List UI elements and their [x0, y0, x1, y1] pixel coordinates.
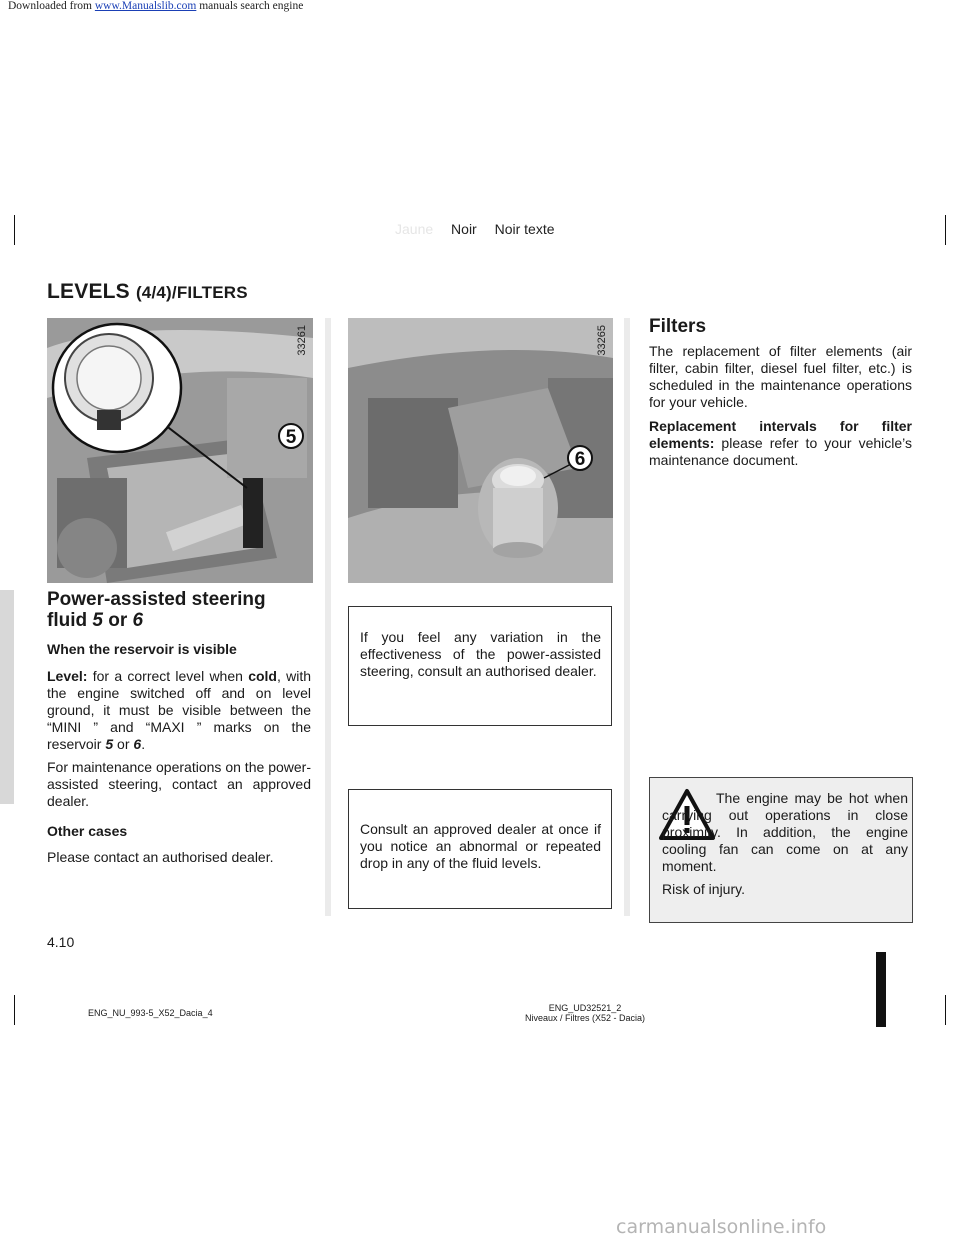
crop-mark — [14, 215, 15, 245]
page-heading: LEVELS (4/4)/FILTERS — [47, 280, 248, 303]
filters-intervals: Replacement intervals for filter elements: please refer to your vehicle’s maintenance document. — [649, 418, 913, 468]
engine-photo-left — [47, 318, 313, 583]
footer-right: ENG_UD32521_2 Niveaux / Filtres (X52 - Dacia) — [524, 1003, 646, 1023]
column-separator — [325, 318, 331, 916]
page-number: 4.10 — [47, 934, 75, 950]
warning-risk: Risk of injury. — [662, 881, 745, 897]
engine-photo-right — [348, 318, 613, 583]
edge-marker — [876, 952, 886, 1027]
crop-mark — [14, 995, 15, 1025]
crop-mark — [945, 215, 946, 245]
note-box-fluid — [348, 789, 612, 909]
note-text: If you feel any variation in the effectiveness of the power-assisted steering, consult an authorised dealer. — [360, 629, 601, 679]
photo-ref-number: 33265 — [596, 325, 608, 356]
other-cases-heading: Other cases — [47, 823, 128, 839]
filters-paragraph: The replacement of filter elements (air filter, cabin filter, diesel fuel filter, etc.) is scheduled in the maintenance operations for your vehicle. — [649, 343, 912, 410]
color-tag: Noir — [451, 221, 477, 237]
warning-text: The engine may be hot when carrying out operations in close proximity. In addition, the engine cooling fan can come on at any moment. — [662, 790, 908, 874]
color-separation-tags — [395, 221, 569, 237]
footer-left: ENG_NU_993-5_X52_Dacia_4 — [88, 1008, 213, 1018]
manualslib-link[interactable]: www.Manualslib.com — [94, 0, 197, 12]
photo-ref-number: 33261 — [296, 325, 308, 356]
filters-title: Filters — [649, 316, 707, 337]
watermark: carmanualsonline.info — [616, 1216, 827, 1238]
color-tag: Jaune — [395, 221, 434, 237]
steering-title: Power-assisted steering fluid 5 or 6 — [47, 589, 266, 631]
color-tag: Noir texte — [494, 221, 555, 237]
callout-6: 6 — [574, 449, 586, 470]
warning-box — [649, 777, 913, 923]
level-paragraph: Level: for a correct level when cold, with the engine switched off and on level ground, it must be visible between the “MINI ” and “MAXI ” marks on the reservoir 5 or 6. — [47, 668, 312, 752]
other-cases-text: Please contact an authorised dealer. — [47, 849, 274, 865]
maintenance-paragraph: For maintenance operations on the power-assisted steering, contact an approved dealer. — [47, 759, 311, 809]
section-tab — [0, 590, 14, 804]
column-separator — [624, 318, 630, 916]
crop-mark — [945, 995, 946, 1025]
callout-5: 5 — [285, 427, 297, 448]
download-bar: Downloaded from www.Manualslib.com manuals search engine — [8, 0, 304, 12]
note-box-steering — [348, 606, 612, 726]
visible-heading: When the reservoir is visible — [47, 641, 237, 657]
note-text: Consult an approved dealer at once if you notice an abnormal or repeated drop in any of the fluid levels. — [360, 821, 601, 871]
